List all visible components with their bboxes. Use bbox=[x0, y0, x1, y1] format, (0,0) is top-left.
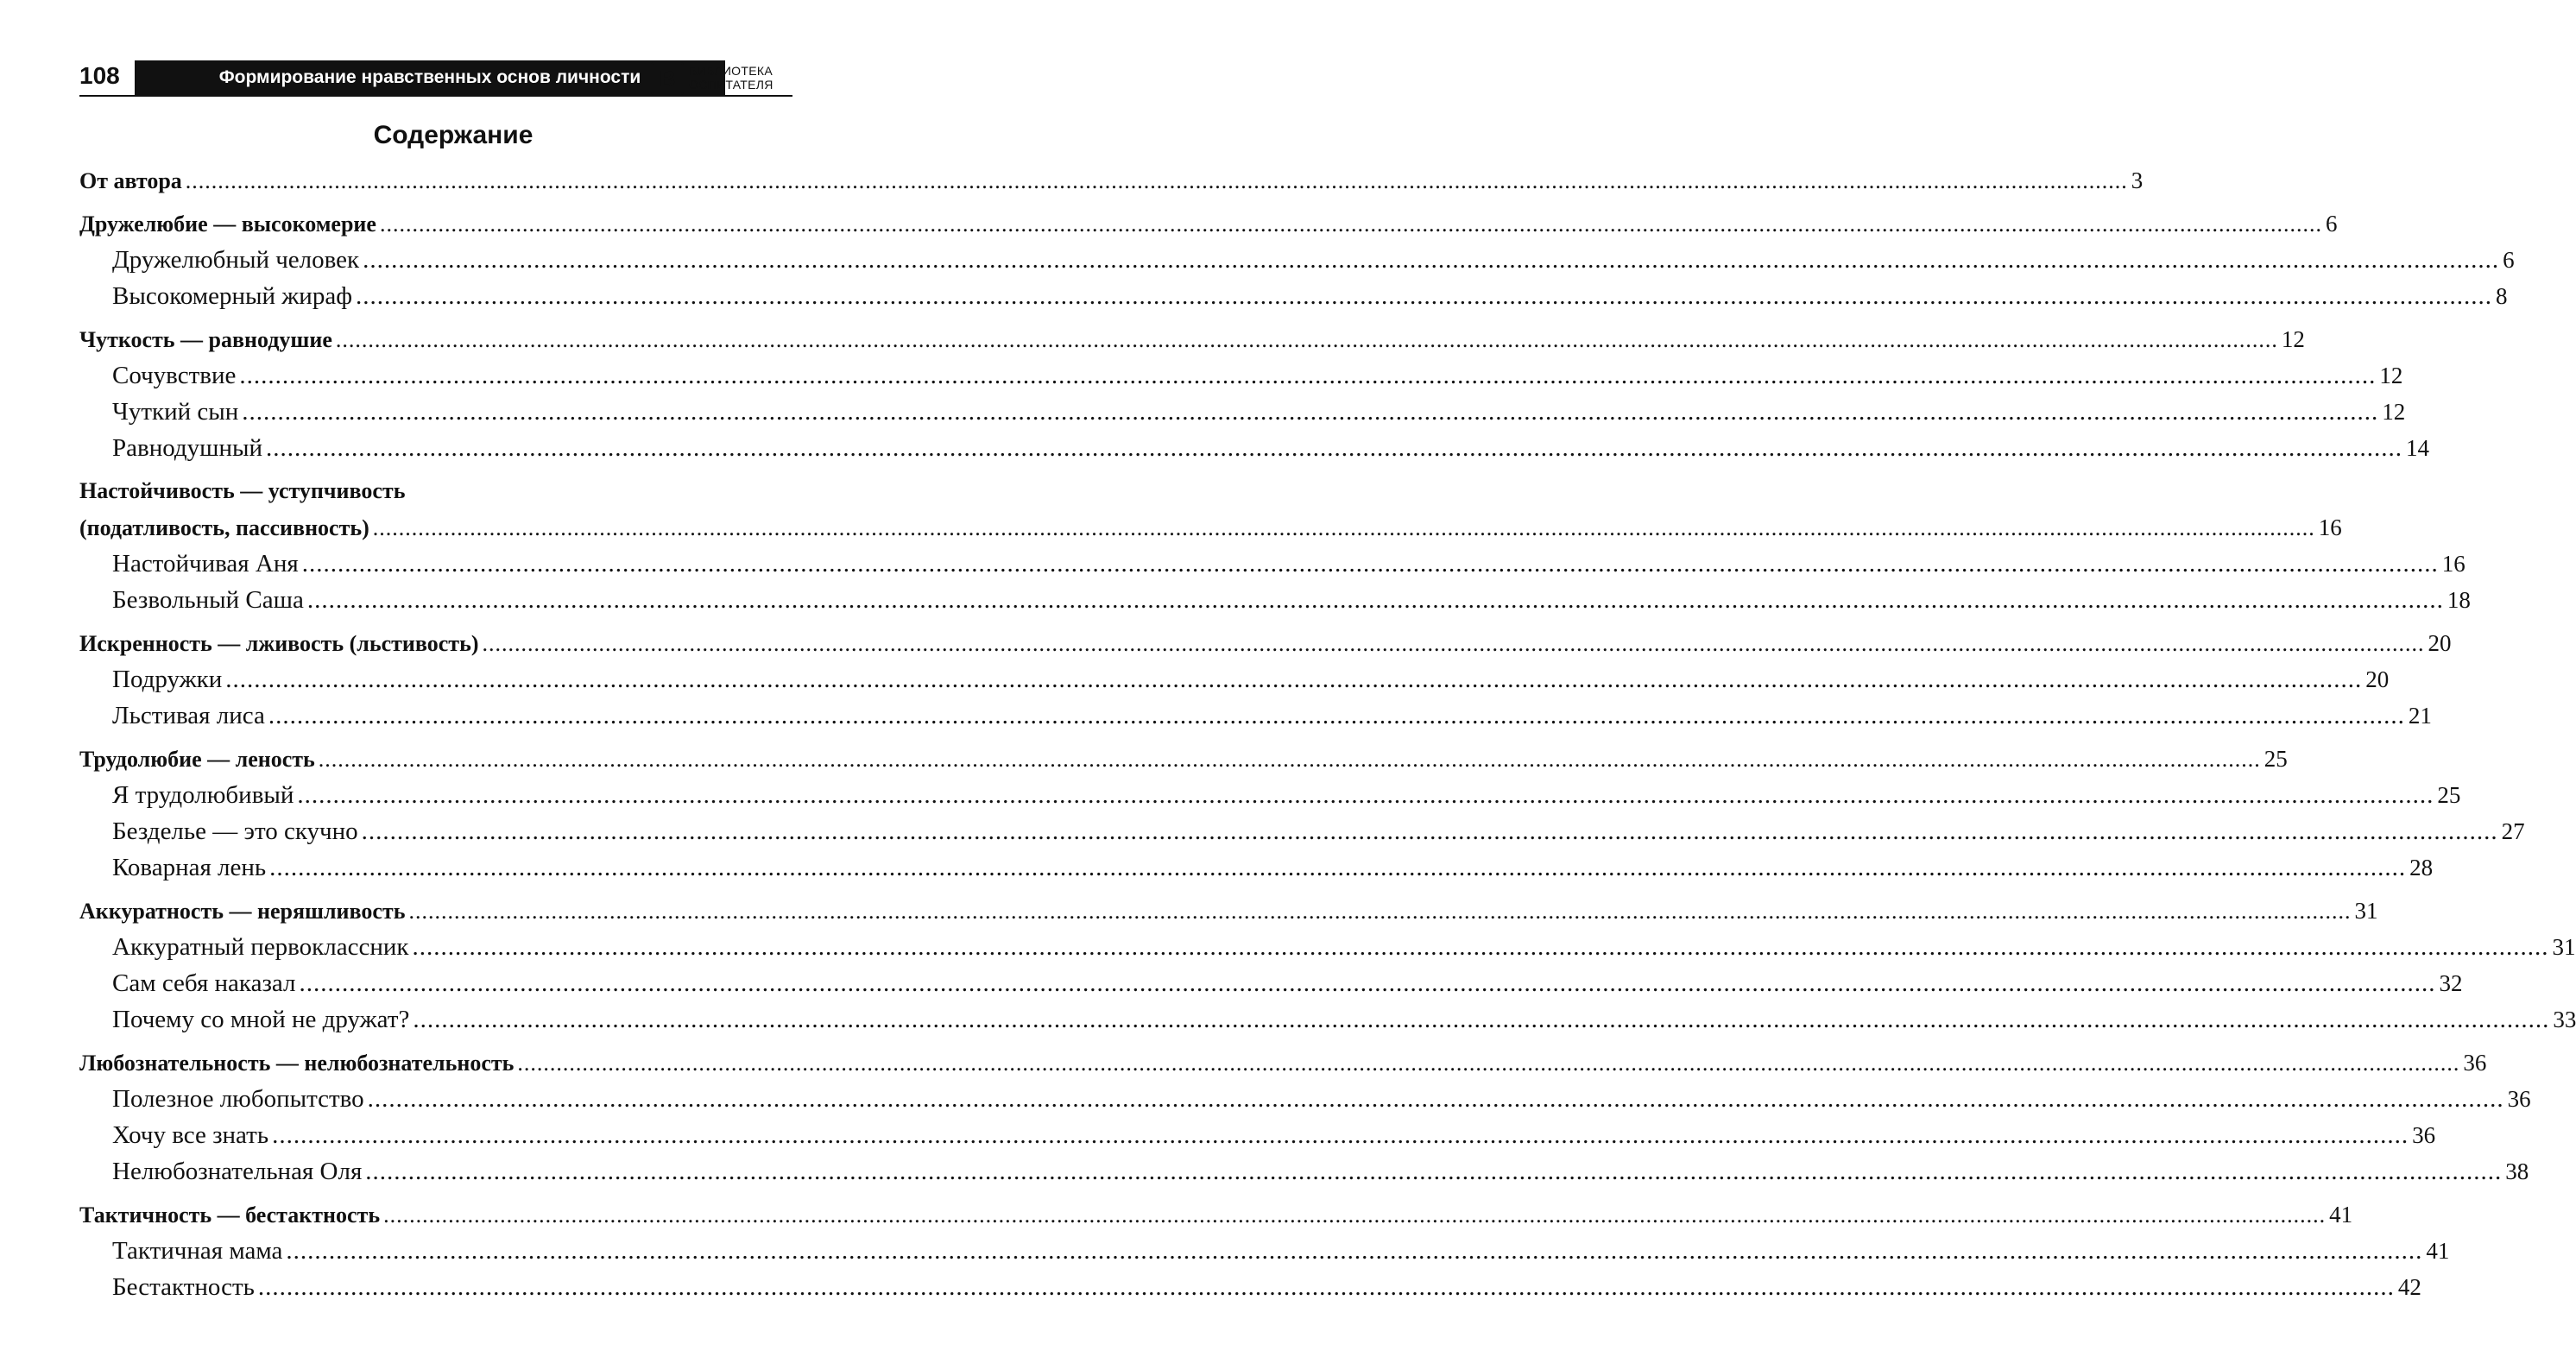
toc-subentry bbox=[79, 965, 2463, 1001]
toc-page-number: 27 bbox=[2501, 818, 2525, 844]
toc-subentry bbox=[79, 357, 2403, 394]
toc-entry-title: Равнодушный bbox=[112, 434, 262, 462]
toc-subentry bbox=[79, 1269, 2421, 1305]
dot-leader: ............................................................................................................................................................................................................................................................................................................ bbox=[372, 515, 2315, 540]
running-title: Формирование нравственных основ личности bbox=[135, 60, 725, 95]
dot-leader: ............................................................................................................................................................................................................................................................................................................ bbox=[482, 631, 2425, 656]
toc-subentry bbox=[79, 430, 2429, 466]
toc-entry-title: Подружки bbox=[112, 666, 223, 693]
toc-entry-title: Аккуратный первоклассник bbox=[112, 933, 409, 961]
toc-subentry bbox=[79, 697, 2432, 734]
toc-section-entry bbox=[79, 321, 2305, 357]
toc-page-number: 8 bbox=[2495, 283, 2508, 309]
table-of-contents bbox=[79, 162, 2576, 1305]
dot-leader: ............................................................................................................................................................................................................................................................................................................ bbox=[367, 1085, 2504, 1113]
toc-page-number: 28 bbox=[2409, 855, 2434, 880]
toc-page-number: 41 bbox=[2329, 1202, 2353, 1228]
dot-leader: ............................................................................................................................................................................................................................................................................................................ bbox=[413, 1006, 2550, 1033]
toc-entry-title: (податливость, пассивность) bbox=[79, 515, 369, 540]
dot-leader: ............................................................................................................................................................................................................................................................................................................ bbox=[363, 246, 2500, 274]
toc-subentry bbox=[79, 1153, 2529, 1190]
dot-leader: ............................................................................................................................................................................................................................................................................................................ bbox=[383, 1202, 2327, 1228]
dot-leader: ............................................................................................................................................................................................................................................................................................................ bbox=[517, 1051, 2460, 1076]
dot-leader: ............................................................................................................................................................................................................................................................................................................ bbox=[286, 1237, 2423, 1265]
logo-line-2: ОСПИТАТЕЛЯ bbox=[689, 78, 773, 92]
toc-entry-title: Высокомерный жираф bbox=[112, 282, 352, 310]
toc-subentry bbox=[79, 1117, 2436, 1153]
running-header bbox=[79, 59, 792, 100]
toc-subentry bbox=[79, 661, 2390, 697]
toc-section-entry bbox=[79, 205, 2338, 242]
toc-page-number: 14 bbox=[2406, 435, 2429, 461]
series-logo bbox=[651, 60, 792, 95]
toc-page-number: 20 bbox=[2428, 630, 2452, 656]
toc-page-number: 3 bbox=[2131, 167, 2144, 193]
toc-page-number: 33 bbox=[2553, 1007, 2576, 1032]
toc-entry-title: Я трудолюбивый bbox=[112, 781, 294, 809]
toc-subentry bbox=[79, 546, 2466, 582]
header-rule bbox=[79, 95, 792, 97]
toc-entry-title: Тактичная мама bbox=[112, 1237, 283, 1265]
toc-subentry bbox=[79, 1081, 2531, 1117]
dot-leader: ............................................................................................................................................................................................................................................................................................................ bbox=[297, 781, 2434, 809]
toc-page-number: 36 bbox=[2412, 1122, 2436, 1148]
toc-section-entry bbox=[79, 625, 2452, 661]
toc-section-entry bbox=[79, 162, 2144, 199]
toc-subentry bbox=[79, 813, 2525, 849]
dot-leader: ............................................................................................................................................................................................................................................................................................................ bbox=[257, 1273, 2395, 1301]
logo-letter: В bbox=[651, 62, 684, 95]
toc-page-number: 20 bbox=[2365, 666, 2390, 692]
toc-subentry bbox=[79, 1233, 2450, 1269]
toc-entry-title: Трудолюбие — леность bbox=[79, 747, 315, 772]
toc-page-number: 6 bbox=[2503, 247, 2515, 273]
toc-page-number: 16 bbox=[2318, 514, 2342, 540]
toc-entry-title: Искренность — лживость (льстивость) bbox=[79, 631, 479, 656]
toc-page-number: 42 bbox=[2397, 1274, 2421, 1300]
dot-leader: ............................................................................................................................................................................................................................................................................................................ bbox=[301, 550, 2439, 578]
toc-subentry bbox=[79, 278, 2508, 314]
toc-section-entry bbox=[79, 473, 794, 509]
toc-section-entry bbox=[79, 1196, 2353, 1233]
dot-leader: ............................................................................................................................................................................................................................................................................................................ bbox=[299, 969, 2436, 997]
toc-entry-title: Сам себя наказал bbox=[112, 969, 296, 997]
toc-entry-title: Чуткий сын bbox=[112, 398, 239, 426]
toc-entry-title: Коварная лень bbox=[112, 854, 267, 881]
toc-entry-title: Дружелюбный человек bbox=[112, 246, 360, 274]
logo-line-1: БИБЛИОТЕКА bbox=[689, 64, 773, 78]
toc-page-number: 6 bbox=[2325, 211, 2338, 237]
dot-leader: ............................................................................................................................................................................................................................................................................................................ bbox=[266, 434, 2402, 462]
toc-section-entry bbox=[79, 893, 2378, 929]
toc-page-number: 31 bbox=[2552, 934, 2576, 960]
toc-page-number: 38 bbox=[2505, 1158, 2529, 1184]
dot-leader: ............................................................................................................................................................................................................................................................................................................ bbox=[269, 854, 2407, 881]
toc-page-number: 16 bbox=[2441, 551, 2466, 577]
toc-entry-title: Чуткость — равнодушие bbox=[79, 327, 332, 352]
toc-subentry bbox=[79, 1001, 2576, 1038]
toc-page-number: 12 bbox=[2382, 399, 2406, 425]
toc-entry-title: Любознательность — нелюбознательность bbox=[79, 1051, 515, 1076]
toc-entry-title: Настойчивость — уступчивость bbox=[79, 478, 406, 503]
toc-page-number: 25 bbox=[2437, 782, 2461, 808]
toc-entry-title: Почему со мной не дружат? bbox=[112, 1006, 410, 1033]
toc-page-number: 41 bbox=[2426, 1238, 2450, 1264]
dot-leader: ............................................................................................................................................................................................................................................................................................................ bbox=[365, 1158, 2503, 1185]
dot-leader: ............................................................................................................................................................................................................................................................................................................ bbox=[355, 282, 2492, 310]
dot-leader: ............................................................................................................................................................................................................................................................................................................ bbox=[239, 362, 2377, 389]
dot-leader: ............................................................................................................................................................................................................................................................................................................ bbox=[335, 327, 2278, 352]
dot-leader: ............................................................................................................................................................................................................................................................................................................ bbox=[185, 168, 2128, 193]
toc-subentry bbox=[79, 394, 2406, 430]
toc-subentry bbox=[79, 849, 2434, 886]
toc-entry-title: Безвольный Саша bbox=[112, 586, 304, 614]
toc-section-entry bbox=[79, 741, 2288, 777]
toc-section-entry bbox=[79, 1045, 2487, 1081]
toc-subentry bbox=[79, 929, 2576, 965]
toc-entry-title: Нелюбознательная Оля bbox=[112, 1158, 363, 1185]
dot-leader: ............................................................................................................................................................................................................................................................................................................ bbox=[272, 1121, 2409, 1149]
toc-page-number: 21 bbox=[2408, 703, 2432, 729]
dot-leader: ............................................................................................................................................................................................................................................................................................................ bbox=[318, 747, 2261, 772]
toc-entry-title: Хочу все знать bbox=[112, 1121, 269, 1149]
dot-leader: ............................................................................................................................................................................................................................................................................................................ bbox=[268, 702, 2405, 729]
toc-entry-title: Сочувствие bbox=[112, 362, 237, 389]
toc-entry-title: Настойчивая Аня bbox=[112, 550, 299, 578]
dot-leader: ............................................................................................................................................................................................................................................................................................................ bbox=[242, 398, 2379, 426]
toc-page-number: 12 bbox=[2379, 363, 2403, 388]
toc-page-number: 25 bbox=[2263, 746, 2288, 772]
dot-leader: ............................................................................................................................................................................................................................................................................................................ bbox=[306, 586, 2444, 614]
toc-entry-title: Аккуратность — неряшливость bbox=[79, 899, 406, 924]
toc-entry-title: Тактичность — бестактность bbox=[79, 1202, 381, 1228]
toc-entry-title: Льстивая лиса bbox=[112, 702, 265, 729]
toc-subentry bbox=[79, 777, 2461, 813]
toc-subentry bbox=[79, 582, 2471, 618]
toc-page-number: 18 bbox=[2447, 587, 2471, 613]
dot-leader: ............................................................................................................................................................................................................................................................................................................ bbox=[408, 899, 2352, 924]
toc-page-number: 36 bbox=[2463, 1050, 2487, 1076]
page-title: Содержание bbox=[373, 121, 534, 149]
toc-entry-title: Безделье — это скучно bbox=[112, 817, 358, 845]
dot-leader: ............................................................................................................................................................................................................................................................................................................ bbox=[379, 211, 2322, 237]
toc-entry-title: Бестактность bbox=[112, 1273, 255, 1301]
toc-section-entry bbox=[79, 509, 2342, 546]
dot-leader: ............................................................................................................................................................................................................................................................................................................ bbox=[412, 933, 2549, 961]
toc-page-number: 32 bbox=[2439, 970, 2463, 996]
toc-page-number: 36 bbox=[2507, 1086, 2531, 1112]
toc-page-number: 12 bbox=[2281, 326, 2305, 352]
toc-entry-title: Дружелюбие — высокомерие bbox=[79, 211, 376, 237]
toc-entry-title: От автора bbox=[79, 168, 182, 193]
toc-entry-title: Полезное любопытство bbox=[112, 1085, 364, 1113]
dot-leader: ............................................................................................................................................................................................................................................................................................................ bbox=[225, 666, 2363, 693]
page-number: 108 bbox=[79, 62, 120, 89]
toc-page-number: 31 bbox=[2354, 898, 2378, 924]
dot-leader: ............................................................................................................................................................................................................................................................................................................ bbox=[361, 817, 2498, 845]
toc-subentry bbox=[79, 242, 2515, 278]
